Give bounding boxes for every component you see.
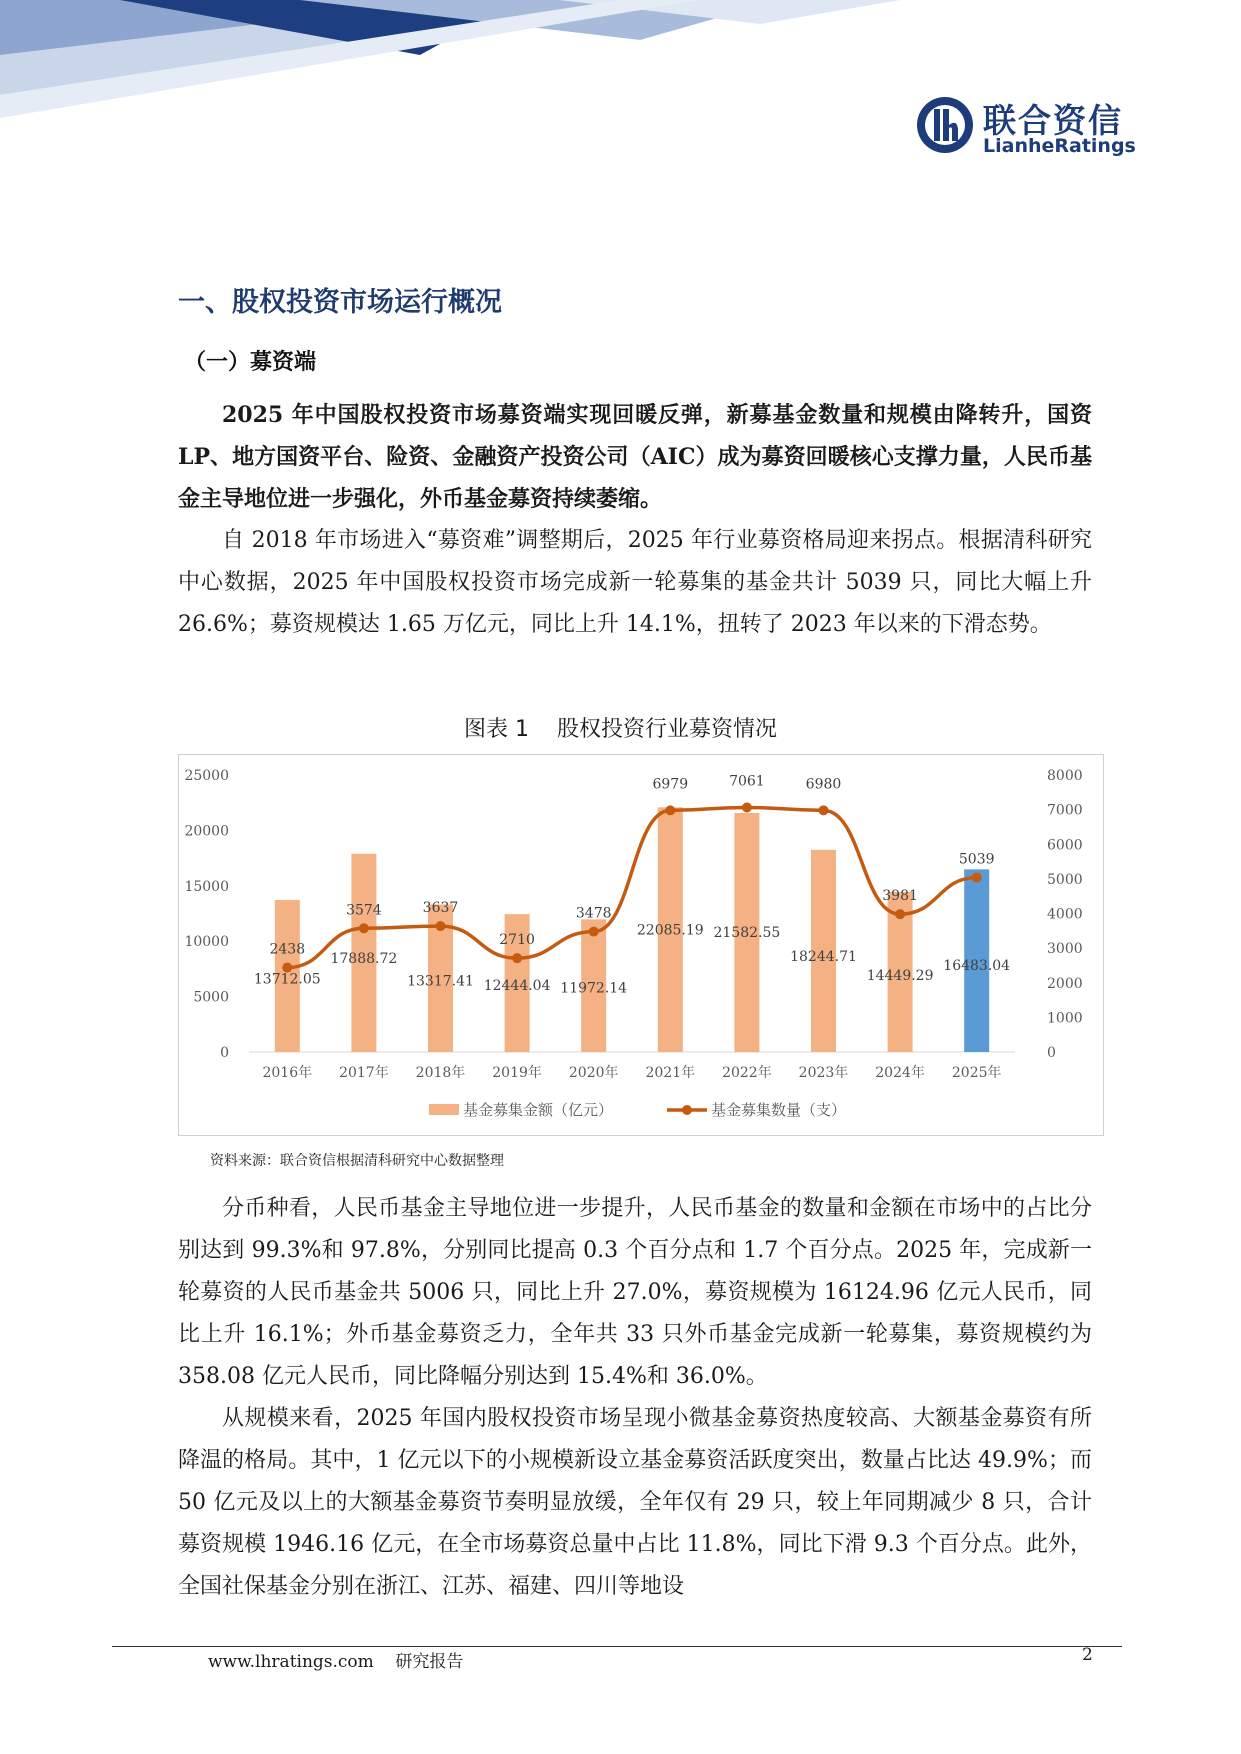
line-point-fund-count — [895, 909, 905, 919]
bar-value-label: 21582.55 — [713, 925, 781, 942]
right-axis-tick-label: 4000 — [1047, 906, 1083, 923]
left-axis-tick-label: 25000 — [184, 768, 229, 784]
x-axis-tick-label: 2016年 — [262, 1065, 313, 1081]
line-value-label: 5039 — [958, 851, 995, 868]
bar-value-label: 13712.05 — [253, 971, 321, 988]
body-paragraph-1: 自 2018 年市场进入“募资难”调整期后，2025 年行业募资格局迎来拐点。根据清科研究中心数据，2025 年中国股权投资市场完成新一轮募集的基金共计 5039 只，同比大幅上升 26.6%；募资规模达 1.65 万亿元，同比上升 14.1%，扭转了 2023 年以来的下滑态势。 — [178, 528, 1092, 637]
left-axis-tick-label: 20000 — [184, 823, 229, 840]
line-point-fund-count — [436, 921, 446, 931]
legend-swatch-amount — [429, 1104, 459, 1115]
legend-label-count: 基金募集数量（支） — [711, 1101, 847, 1119]
bar-value-label: 22085.19 — [636, 922, 704, 939]
page-number: 2 — [1082, 1645, 1093, 1665]
x-axis-tick-label: 2021年 — [645, 1065, 696, 1081]
line-value-label: 3478 — [575, 905, 612, 922]
right-axis-tick-label: 6000 — [1047, 837, 1083, 854]
bar-value-label: 17888.72 — [330, 950, 398, 967]
left-axis-tick-label: 5000 — [193, 989, 229, 1006]
left-axis-tick-label: 0 — [220, 1045, 229, 1061]
line-value-label: 3981 — [882, 888, 918, 905]
bar-value-label: 14449.29 — [866, 967, 934, 984]
right-axis-tick-label: 8000 — [1047, 768, 1083, 784]
x-axis-tick-label: 2025年 — [951, 1065, 1002, 1081]
line-value-label: 7061 — [729, 773, 765, 790]
section-heading: 一、股权投资市场运行概况 — [178, 287, 502, 318]
chart-svg — [179, 755, 1105, 1137]
right-axis-tick-label: 0 — [1047, 1045, 1056, 1061]
logo-chinese-name: 联合资信 — [983, 101, 1123, 140]
bar-value-label: 11972.14 — [560, 980, 628, 997]
line-point-fund-count — [589, 927, 599, 937]
x-axis-tick-label: 2022年 — [722, 1065, 772, 1081]
company-logo — [915, 95, 1135, 165]
right-axis-tick-label: 2000 — [1047, 975, 1083, 992]
bar-value-label: 16483.04 — [943, 957, 1011, 974]
right-axis-tick-label: 5000 — [1047, 871, 1083, 888]
body-paragraph-3: 从规模来看，2025 年国内股权投资市场呈现小微基金募资热度较高、大额基金募资有所降温的格局。其中，1 亿元以下的小规模新设立基金募资活跃度突出，数量占比达 49.9%；而 50 亿元及以上的大额基金募资节奏明显放缓，全年仅有 29 只，较上年同期减少 8 只，合计募资规模 1946.16 亿元，在全市场募资总量中占比 11.8%，同比下滑 9.3 个百分点。此外，全国社保基金分别在浙江、江苏、福建、四川等地设 — [178, 1406, 1092, 1599]
body-paragraph-2: 分币种看，人民币基金主导地位进一步提升，人民币基金的数量和金额在市场中的占比分别达到 99.3%和 97.8%，分别同比提高 0.3 个百分点和 1.7 个百分点。2025 年，完成新一轮募资的人民币基金共 5006 只，同比上升 27.0%，募资规模为 16124.96 亿元人民币，同比上升 16.1%；外币基金募资乏力，全年共 33 只外币基金完成新一轮募集，募资规模约为 358.08 亿元人民币，同比降幅分别达到 15.4%和 36.0%。 — [178, 1196, 1092, 1389]
x-axis-tick-label: 2017年 — [339, 1065, 389, 1081]
line-point-fund-count — [359, 923, 369, 933]
bar-value-label: 12444.04 — [483, 977, 551, 994]
line-value-label: 6980 — [805, 776, 842, 793]
line-point-fund-count — [512, 953, 522, 963]
line-value-label: 2438 — [269, 941, 306, 958]
line-fund-count — [287, 808, 976, 968]
lianhe-logo-icon — [915, 95, 975, 155]
x-axis-tick-label: 2023年 — [798, 1065, 849, 1081]
footer-site-label: www.lhratings.com 研究报告 — [208, 1652, 464, 1672]
bar-value-label: 18244.71 — [790, 949, 857, 966]
x-axis-tick-label: 2020年 — [568, 1065, 619, 1081]
right-axis-tick-label: 1000 — [1047, 1010, 1083, 1027]
fundraising-chart — [178, 754, 1104, 1136]
logo-english-name: LianheRatings — [983, 135, 1136, 157]
summary-paragraph: 2025 年中国股权投资市场募资端实现回暖反弹，新募基金数量和规模由降转升，国资 LP、地方国资平台、险资、金融资产投资公司（AIC）成为募资回暖核心支撑力量，人民币基金主导地位进一步强化，外币基金募资持续萎缩。 — [178, 402, 1092, 512]
subsection-heading: （一）募资端 — [184, 350, 317, 375]
left-axis-tick-label: 10000 — [184, 934, 229, 951]
figure-source: 资料来源：联合资信根据清科研究中心数据整理 — [210, 1153, 504, 1169]
legend-label-amount: 基金募集金额（亿元） — [463, 1101, 614, 1119]
line-point-fund-count — [665, 805, 675, 815]
line-value-label: 2710 — [499, 932, 535, 949]
right-axis-tick-label: 3000 — [1047, 941, 1083, 958]
x-axis-tick-label: 2018年 — [415, 1065, 466, 1081]
left-axis-tick-label: 15000 — [184, 878, 229, 895]
line-value-label: 6979 — [652, 776, 689, 793]
line-point-fund-count — [972, 873, 982, 883]
line-value-label: 3637 — [422, 900, 459, 917]
x-axis-tick-label: 2024年 — [875, 1065, 925, 1081]
figure-title: 图表 1 股权投资行业募资情况 — [464, 717, 777, 742]
line-value-label: 3574 — [346, 902, 382, 919]
x-axis-tick-label: 2019年 — [492, 1065, 542, 1081]
line-point-fund-count — [742, 803, 752, 813]
line-point-fund-count — [819, 805, 829, 815]
bar-value-label: 13317.41 — [407, 973, 474, 990]
legend-marker-count — [682, 1105, 692, 1115]
right-axis-tick-label: 7000 — [1047, 802, 1083, 819]
